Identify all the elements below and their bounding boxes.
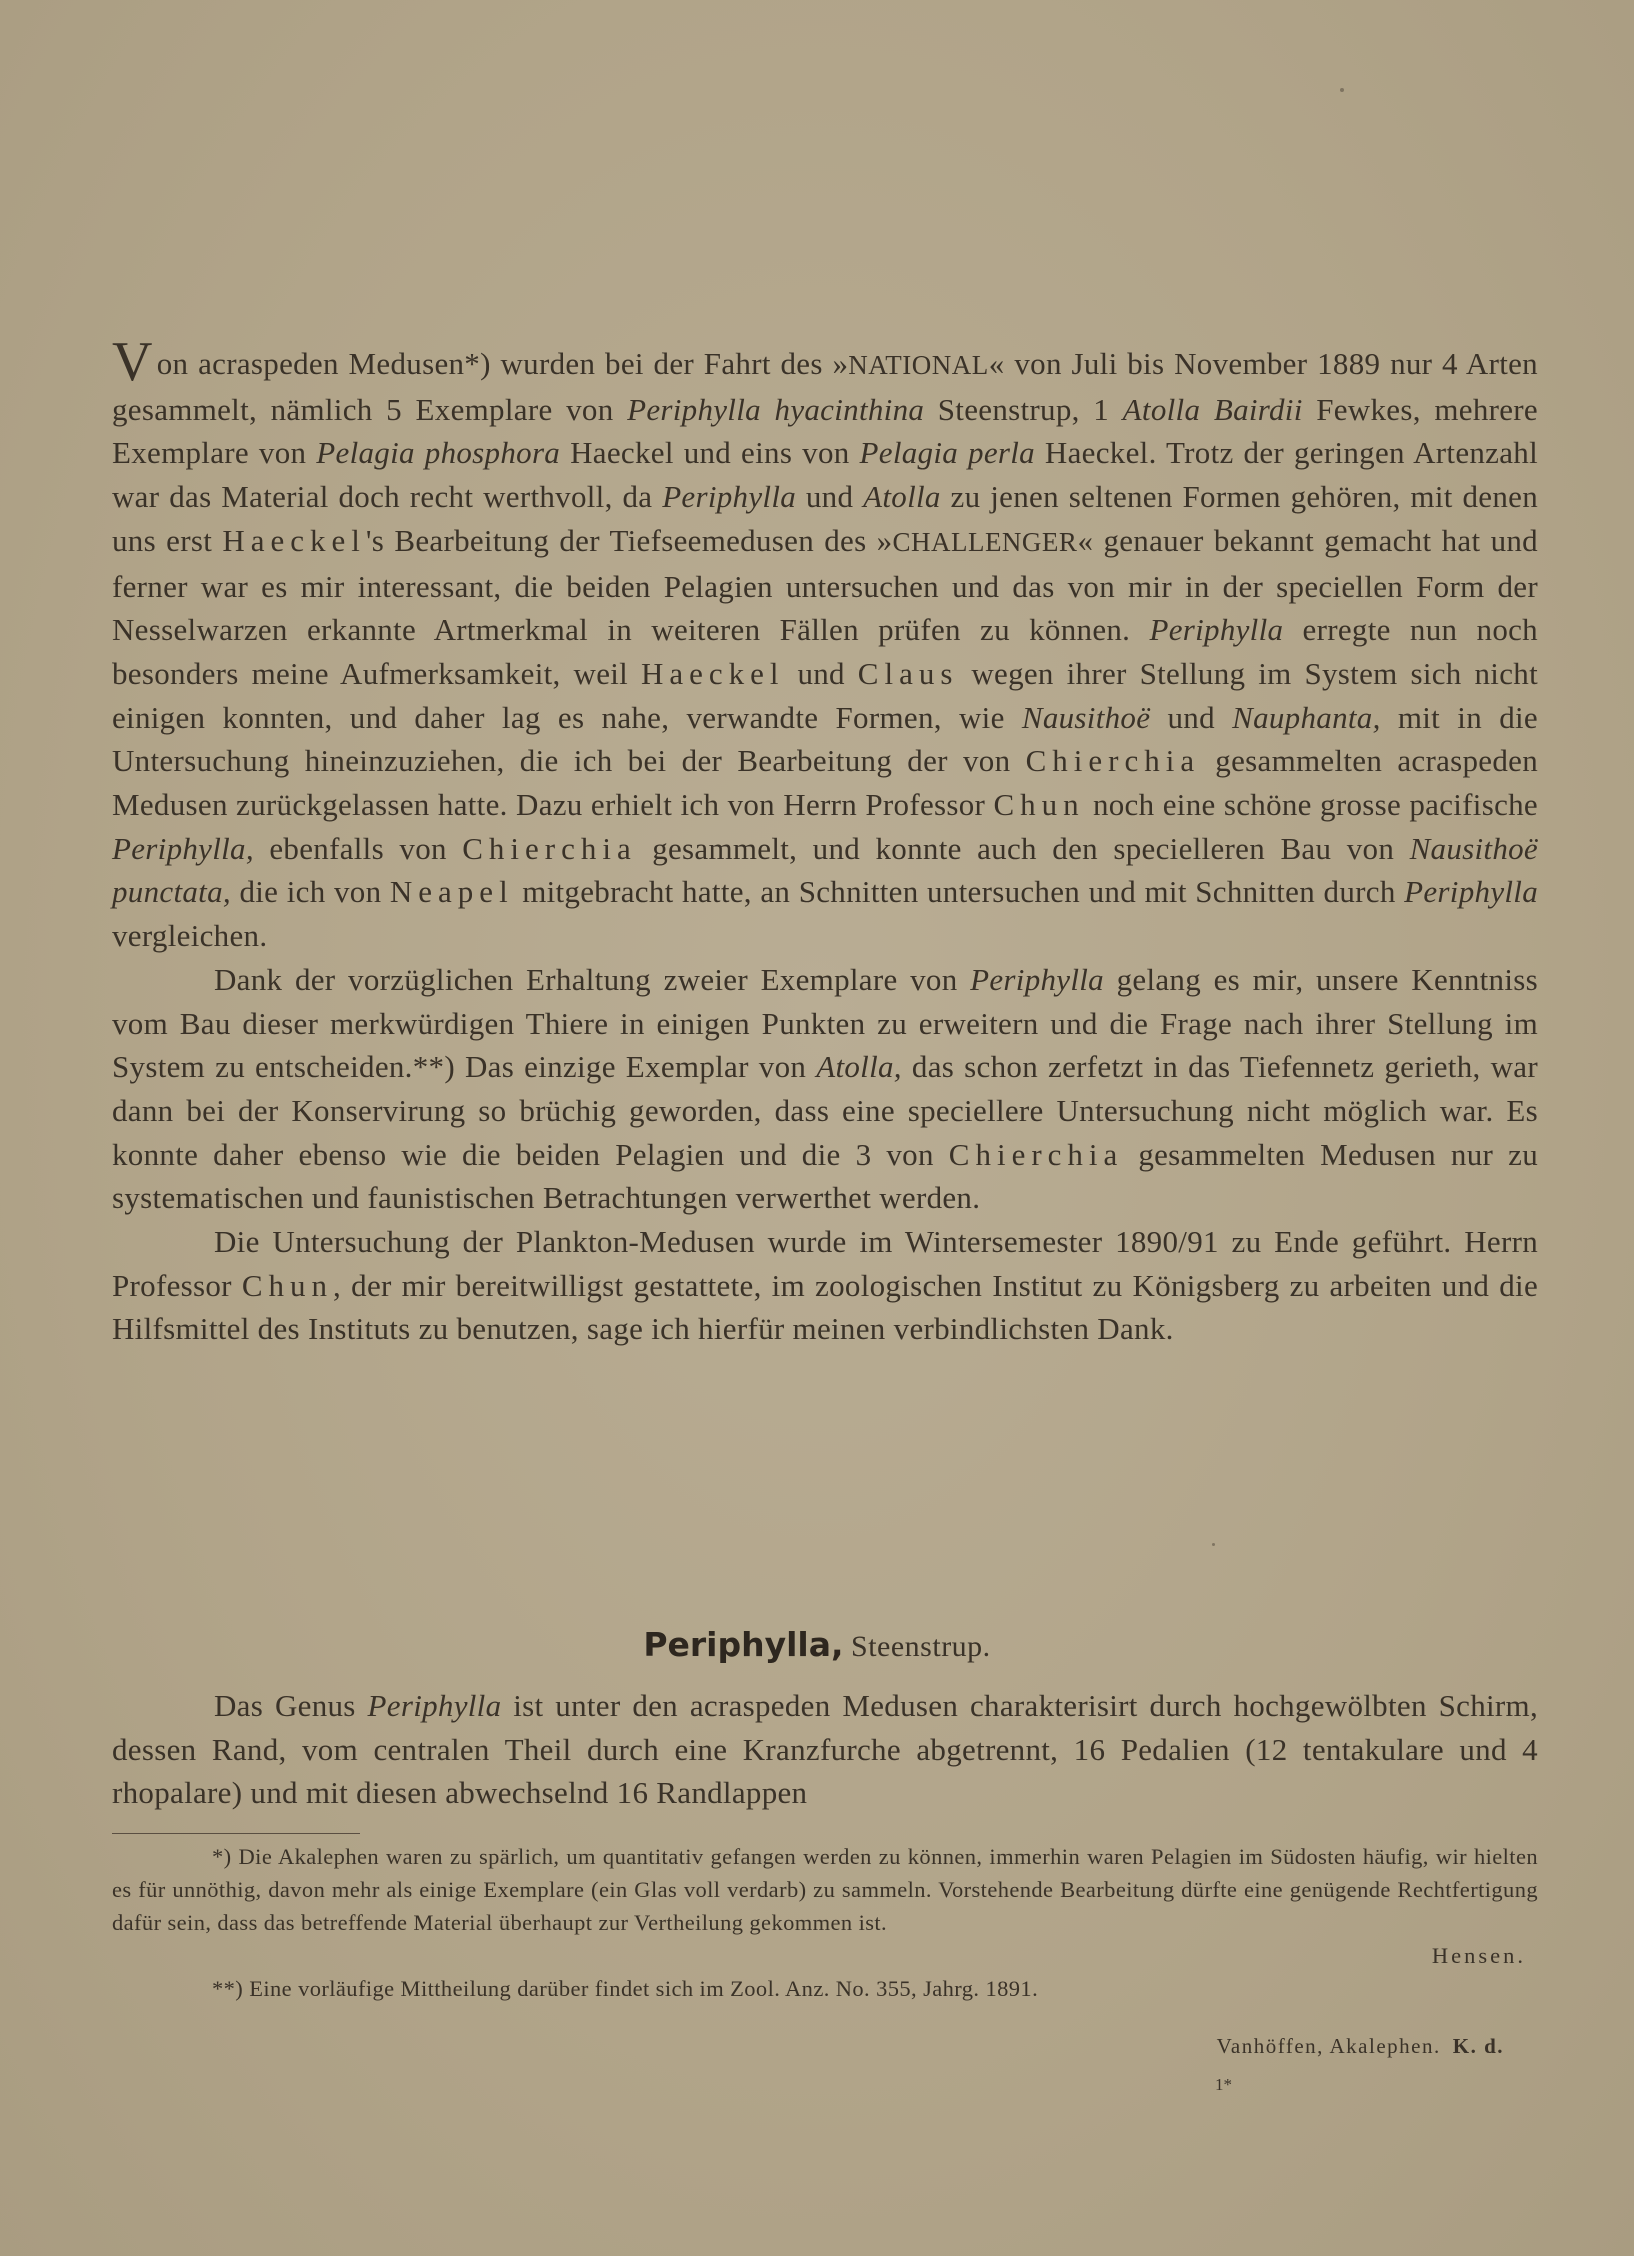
text-run: Das Genus <box>214 1688 368 1723</box>
genus-name: Periphylla <box>1149 612 1284 648</box>
species-name: Pelagia phosphora <box>316 435 561 471</box>
species-name: Periphylla hyacinthina <box>627 391 925 427</box>
text-run: vergleichen. <box>112 918 268 954</box>
text-run: ebenfalls von <box>253 830 463 866</box>
footnote-2 <box>112 1972 1538 2005</box>
footnote-signature: Hensen. <box>1431 1943 1526 1968</box>
section-author: Steenstrup. <box>851 1630 991 1663</box>
genus-name: Periphylla, <box>112 830 254 866</box>
text-run: zu jenen seltenen Formen gehören, mit denen uns erst <box>112 479 1538 558</box>
text-run: Fewkes, mehrere Exemplare von <box>112 391 1538 471</box>
text-run: , der mir bereitwilligst gestattete, im zoologischen Institut zu Königsberg zu arbeiten und die Hilfsmittel des Instituts zu benutzen, sage ich hierfür meinen verbindlichsten Dank. <box>112 1267 1538 1347</box>
text-run: noch eine schöne grosse pacifische <box>1084 787 1538 823</box>
place-name: Neapel <box>389 874 514 910</box>
intro-text <box>112 331 1539 1351</box>
section-genus: Periphylla, <box>643 1625 844 1664</box>
text-run: ist unter den acraspeden Medusen charakterisirt durch hochgewölbten Schirm, dessen Rand, vom centralen Theil durch eine Kranzfurche abgetrennt, 16 Pedalien (12 tentakulare und 4 rhopalare) und mit diesen abwechselnd 16 Randlappen <box>112 1688 1539 1811</box>
species-name: Pelagia perla <box>859 435 1035 471</box>
section-paragraph <box>112 1684 1538 1815</box>
person-name: Chierchia <box>1025 743 1201 779</box>
genus-name: Periphylla <box>367 1688 502 1723</box>
paper-speck <box>1212 1543 1215 1546</box>
genus-name: Nauphanta, <box>1232 699 1381 735</box>
printer-signature-mark: 1* <box>1215 2075 1232 2094</box>
intro-paragraph-1 <box>112 331 1539 958</box>
person-name: Chierchia <box>462 830 637 866</box>
footer-imprint: Vanhöffen, Akalephen. <box>1216 2034 1441 2058</box>
section-heading <box>0 1623 1634 1669</box>
footnote-text: *) Die Akalephen waren zu spärlich, um quantitativ gefangen werden zu können, immerhin waren Pelagien im Südosten häufig, wir hielten es für unnöthig, davon mehr als einige Exemplare (ein Glas voll verdarb) zu sammeln. Vorstehende Bearbeitung dürfte eine genügende Rechtfertigung dafür sein, dass das betreffende Material überhaupt zur Vertheilung gekommen ist. <box>112 1844 1538 1935</box>
species-name: Nausithoë punctata, <box>112 830 1538 910</box>
species-name: Atolla Bairdii <box>1122 391 1303 427</box>
ship-name: NATIONAL <box>848 350 989 380</box>
genus-name: Nausithoë <box>1021 699 1151 735</box>
footnotes <box>112 1840 1538 2005</box>
text-run: Haeckel. Trotz der geringen Artenzahl war das Material doch recht werthvoll, da <box>112 435 1539 515</box>
text-run: gesammelten Medusen nur zu systematischen und faunistischen Betrachtungen verwerthet werden. <box>112 1136 1538 1216</box>
text-run: gesammelt, und konnte auch den specielleren Bau von <box>636 830 1410 866</box>
footnote-1 <box>112 1840 1538 1972</box>
text-run: « von Juli bis November 1889 nur 4 Arten gesammelt, nämlich 5 Exemplare von <box>112 346 1538 427</box>
text-run: mit in die Untersuchung hineinzuziehen, die ich bei der Bearbeitung der von <box>112 699 1538 779</box>
footer-section-mark: K. d. <box>1452 2034 1504 2058</box>
text-run: Dank der vorzüglichen Erhaltung zweier Exemplare von <box>214 961 971 997</box>
person-name: Claus <box>857 655 959 691</box>
genus-name: Periphylla <box>662 479 797 515</box>
text-run: erregte nun noch besonders meine Aufmerksamkeit, weil <box>112 612 1538 691</box>
genus-name: Periphylla <box>1404 874 1538 910</box>
person-name: Chun <box>993 787 1085 823</box>
footnote-divider <box>112 1833 360 1834</box>
text-run: Haeckel und eins von <box>560 435 860 471</box>
text-run: und <box>784 655 858 691</box>
person-name: Chun <box>241 1267 334 1303</box>
intro-paragraph-3 <box>112 1220 1538 1351</box>
text-run: gesammelten acraspeden Medusen zurückgelassen hatte. Dazu erhielt ich von Herrn Professor <box>112 743 1539 823</box>
genus-name: Atolla <box>863 479 941 515</box>
text-run: und <box>1150 699 1233 735</box>
page-footer <box>1217 2034 1504 2059</box>
person-name: Chierchia <box>948 1136 1124 1172</box>
ship-name: CHALLENGER <box>892 526 1078 557</box>
text-run: 's Bearbeitung der Tiefseemedusen des » <box>365 522 893 558</box>
text-run: und <box>796 479 864 515</box>
person-name: Haeckel <box>641 655 785 691</box>
text-run: mitgebracht hatte, an Schnitten untersuchen und mit Schnitten durch <box>513 874 1405 910</box>
intro-paragraph-2 <box>112 958 1538 1220</box>
drop-cap: V <box>112 331 153 393</box>
genus-name: Periphylla <box>970 961 1104 997</box>
text-run: gelang es mir, unsere Kenntniss vom Bau dieser merkwürdigen Thiere in einigen Punkten zu erweitern und die Frage nach ihrer Stellung im System zu entscheiden.**) Das einzige Exemplar von <box>112 961 1538 1085</box>
text-run: die ich von <box>230 874 390 910</box>
text-run: Steenstrup, 1 <box>924 391 1123 427</box>
section-body <box>112 1684 1538 1815</box>
person-name: Haeckel <box>222 522 366 558</box>
genus-name: Atolla, <box>816 1049 902 1085</box>
text-run: « genauer bekannt gemacht hat und ferner war es mir interessant, die beiden Pelagien untersuchen und das von mir in der speciellen Form der Nesselwarzen erkannte Artmerkmal in weiteren Fällen prüfen zu können. <box>112 522 1538 648</box>
text-run: Die Untersuchung der Plankton-Medusen wurde im Wintersemester 1890/91 zu Ende geführt. Herrn Professor <box>112 1224 1538 1303</box>
footnote-text: **) Eine vorläufige Mittheilung darüber findet sich im Zool. Anz. No. 355, Jahrg. 1891. <box>212 1976 1039 2001</box>
text-run: wegen ihrer Stellung im System sich nicht einigen konnten, und daher lag es nahe, verwandte Formen, wie <box>112 655 1538 735</box>
text-run: das schon zerfetzt in das Tiefennetz gerieth, war dann bei der Konservirung so brüchig geworden, dass eine speciellere Untersuchung nicht möglich war. Es konnte daher ebenso wie die beiden Pelagien und die 3 von <box>112 1049 1538 1172</box>
paper-speck <box>1340 88 1344 92</box>
text-run: on acraspeden Medusen*) wurden bei der Fahrt des » <box>156 346 849 381</box>
